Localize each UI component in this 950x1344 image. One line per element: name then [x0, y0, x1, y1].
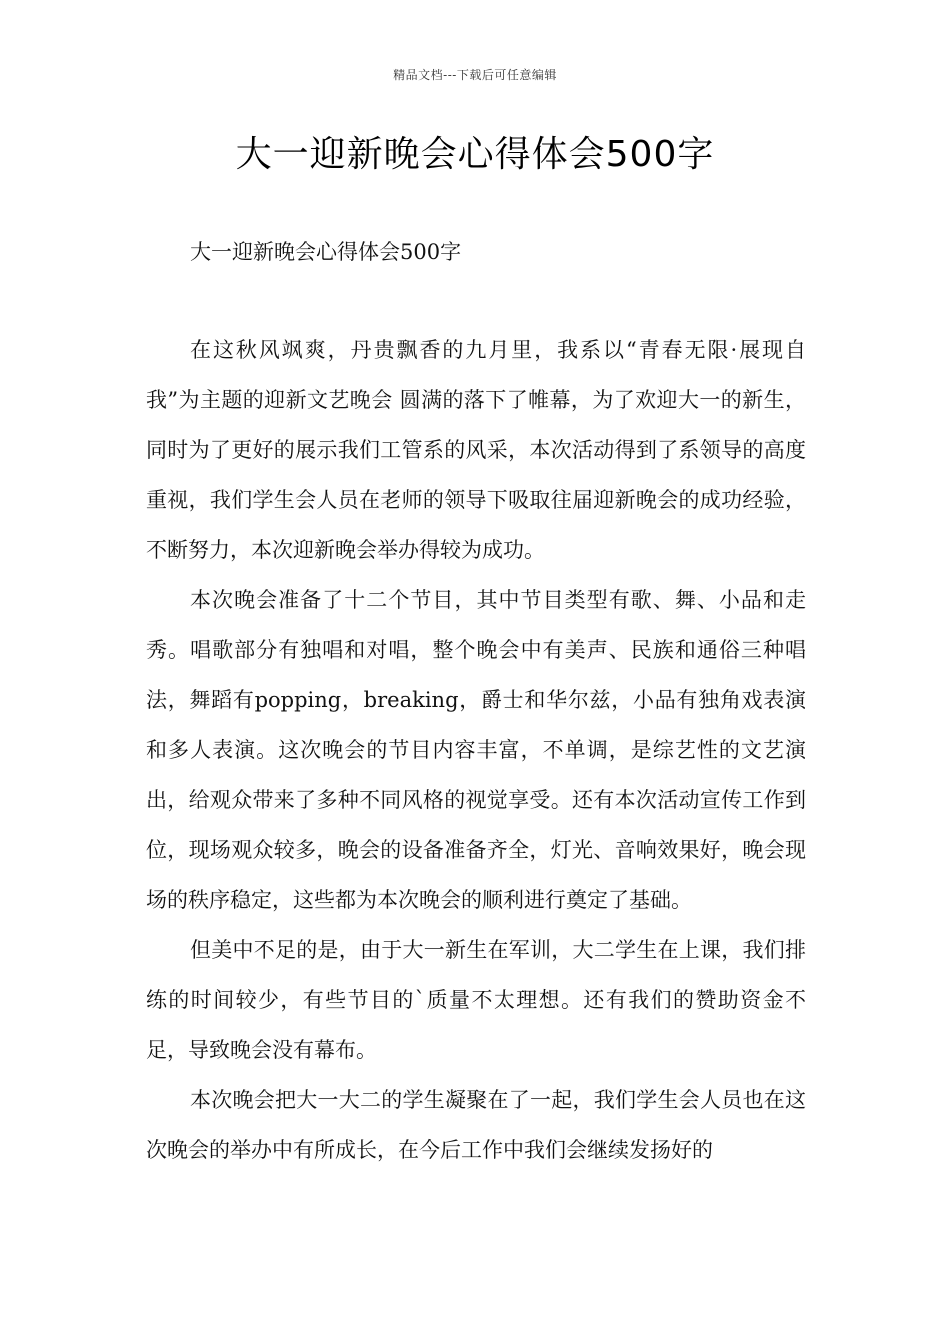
paragraph: 但美中不足的是，由于大一新生在军训，大二学生在上课，我们排练的时间较少，有些节目的`质量不太理想。还有我们的赞助资金不足，导致晚会没有幕布。: [146, 938, 806, 1062]
document-subtitle: 大一迎新晚会心得体会500字: [190, 240, 462, 264]
document-body: [146, 325, 806, 1175]
paragraph: 本次晚会把大一大二的学生凝聚在了一起，我们学生会人员也在这次晚会的举办中有所成长，在今后工作中我们会继续发扬好的: [146, 1088, 806, 1162]
paragraph: 在这秋风飒爽，丹贵飘香的九月里，我系以“青春无限·展现自我”为主题的迎新文艺晚会 圆满的落下了帷幕，为了欢迎大一的新生，同时为了更好的展示我们工管系的风采，本次活动得到了系领导的高度重视，我们学生会人员在老师的领导下吸取往届迎新晚会的成功经验，不断努力，本次迎新晚会举办得较为成功。: [146, 338, 806, 562]
header-note: 精品文档---下载后可任意编辑: [393, 68, 557, 82]
document-title: 大一迎新晚会心得体会500字: [235, 134, 715, 175]
paragraph: 本次晚会准备了十二个节目，其中节目类型有歌、舞、小品和走秀。唱歌部分有独唱和对唱，整个晚会中有美声、民族和通俗三种唱法，舞蹈有popping，breaking，爵士和华尔兹，小品有独角戏表演和多人表演。这次晚会的节目内容丰富，不单调，是综艺性的文艺演出，给观众带来了多种不同风格的视觉享受。还有本次活动宣传工作到位，现场观众较多，晚会的设备准备齐全，灯光、音响效果好，晚会现场的秩序稳定，这些都为本次晚会的顺利进行奠定了基础。: [146, 588, 806, 912]
